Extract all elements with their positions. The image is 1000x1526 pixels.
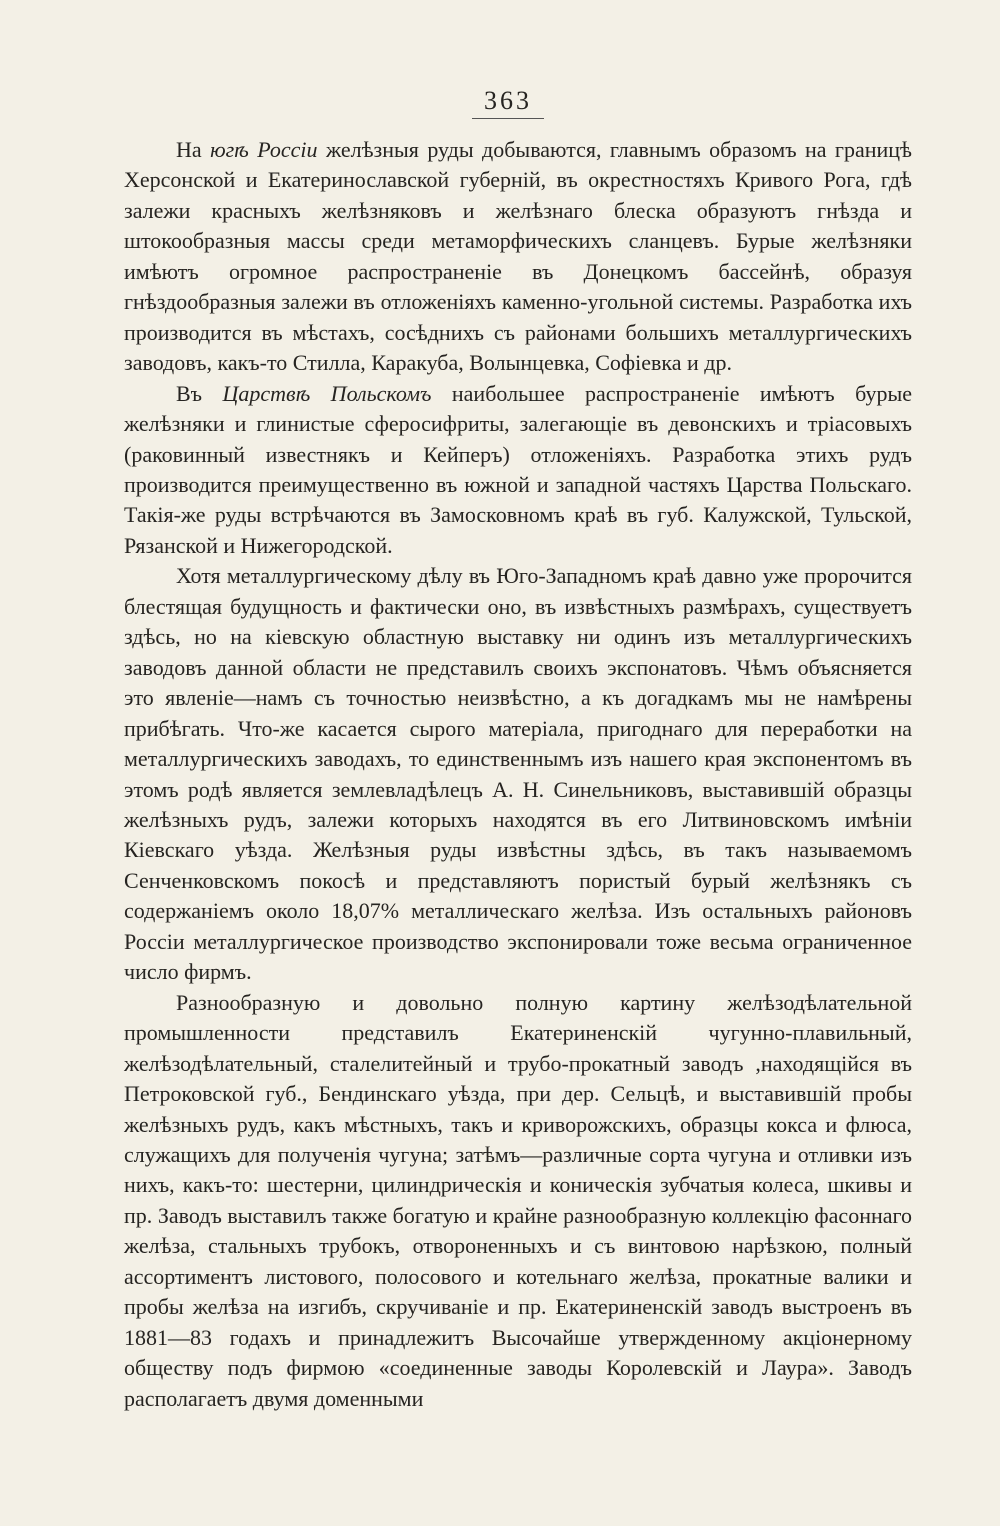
body-text: [124, 135, 912, 1414]
paragraph-south-russia-text: желѣзныя руды добываются, главнымъ образомъ на границѣ Херсонской и Екатеринославской губерній, въ окрестностяхъ Кривого Рога, гдѣ залежи красныхъ желѣзняковъ и желѣзнаго блеска образуютъ гнѣзда и штокообразныя массы среди метаморфическихъ сланцевъ. Бурые желѣзняки имѣютъ огромное распространеніе въ Донецкомъ бассейнѣ, образуя гнѣздообразныя залежи въ отложеніяхъ каменно-угольной системы. Разработка ихъ производится въ мѣстахъ, сосѣднихъ съ районами большихъ металлургическихъ заводовъ, какъ-то Стилла, Каракуба, Волынцевка, Софіевка и др.: [124, 137, 912, 376]
paragraph-south-russia-emphasis: югѣ Россіи: [210, 137, 318, 162]
paragraph-kingdom-poland-lead: Въ: [176, 380, 223, 406]
page-number: 363: [472, 86, 544, 119]
paragraph-ekaterinensky-plant: Разнообразную и довольно полную картину желѣзодѣлательной промышленности представилъ Екатериненскій чугунно-плавильный, желѣзодѣлательный, сталелитейный и трубо-прокатный заводъ ,находящійся въ Петроковской губ., Бендинскаго уѣзда, при дер. Сельцѣ, и выставившій пробы желѣзныхъ рудъ, какъ мѣстныхъ, такъ и криворожскихъ, образцы кокса и флюса, служащихъ для полученія чугуна; затѣмъ—различные сорта чугуна и отливки изъ нихъ, какъ-то: шестерни, цилиндрическія и коническія зубчатыя колеса, шкивы и пр. Заводъ выставилъ также богатую и крайне разнообразную коллекцію фасоннаго желѣза, стальныхъ трубокъ, отвороненныхъ и съ винтовою нарѣзкою, полный ассортиментъ листового, полосового и котельнаго желѣза, прокатные валики и пробы желѣза на изгибъ, скручиваніе и пр. Екатериненскій заводъ выстроенъ въ 1881—83 годахъ и принадлежитъ Высочайше утвержденному акціонерному обществу подъ фирмою «соединенные заводы Королевскій и Лаура». Заводъ располагаетъ двумя доменными: [124, 989, 912, 1411]
paragraph-kingdom-poland-text: наибольшее распространеніе имѣютъ бурые желѣзняки и глинистые сферосифриты, залегающіе въ девонскихъ и тріасовыхъ (раковинный известнякъ и Кейперъ) отложеніяхъ. Разработка этихъ рудъ производится преимущественно въ южной и западной частяхъ Царства Польскаго. Такія-же руды встрѣчаются въ Замосковномъ краѣ въ губ. Калужской, Тульской, Рязанской и Нижегородской.: [124, 380, 913, 558]
page-header: [104, 86, 912, 119]
paragraph-kingdom-poland: [124, 379, 912, 562]
paragraph-south-west-region: Хотя металлургическому дѣлу въ Юго-Западномъ краѣ давно уже пророчится блестящая будущность и фактически оно, въ извѣстныхъ размѣрахъ, существуетъ здѣсь, но на кіевскую областную выставку ни одинъ изъ металлургическихъ заводовъ данной области не представилъ своихъ экспонатовъ. Чѣмъ объясняется это явленіе—намъ съ точностью неизвѣстно, а къ догадкамъ мы не намѣрены прибѣгать. Что-же касается сырого матеріала, пригоднаго для переработки на металлургическихъ заводахъ, то единственнымъ изъ нашего края экспонентомъ въ этомъ родѣ является землевладѣлецъ А. Н. Синельниковъ, выставившій образцы желѣзныхъ рудъ, залежи которыхъ находятся въ его Литвиновскомъ имѣніи Кіевскаго уѣзда. Желѣзныя руды извѣстны здѣсь, въ такъ называемомъ Сенченковскомъ покосѣ и представляютъ пористый бурый желѣзнякъ съ содержаніемъ около 18,07% металлическаго желѣза. Изъ остальныхъ районовъ Россіи металлургическое производство экспонировали тоже весьма ограниченное число фирмъ.: [124, 563, 912, 985]
paragraph-kingdom-poland-emphasis: Царствѣ Польскомъ: [222, 380, 432, 406]
paragraph-south-russia-lead: На: [176, 137, 211, 162]
paragraph-south-russia: [124, 135, 912, 379]
